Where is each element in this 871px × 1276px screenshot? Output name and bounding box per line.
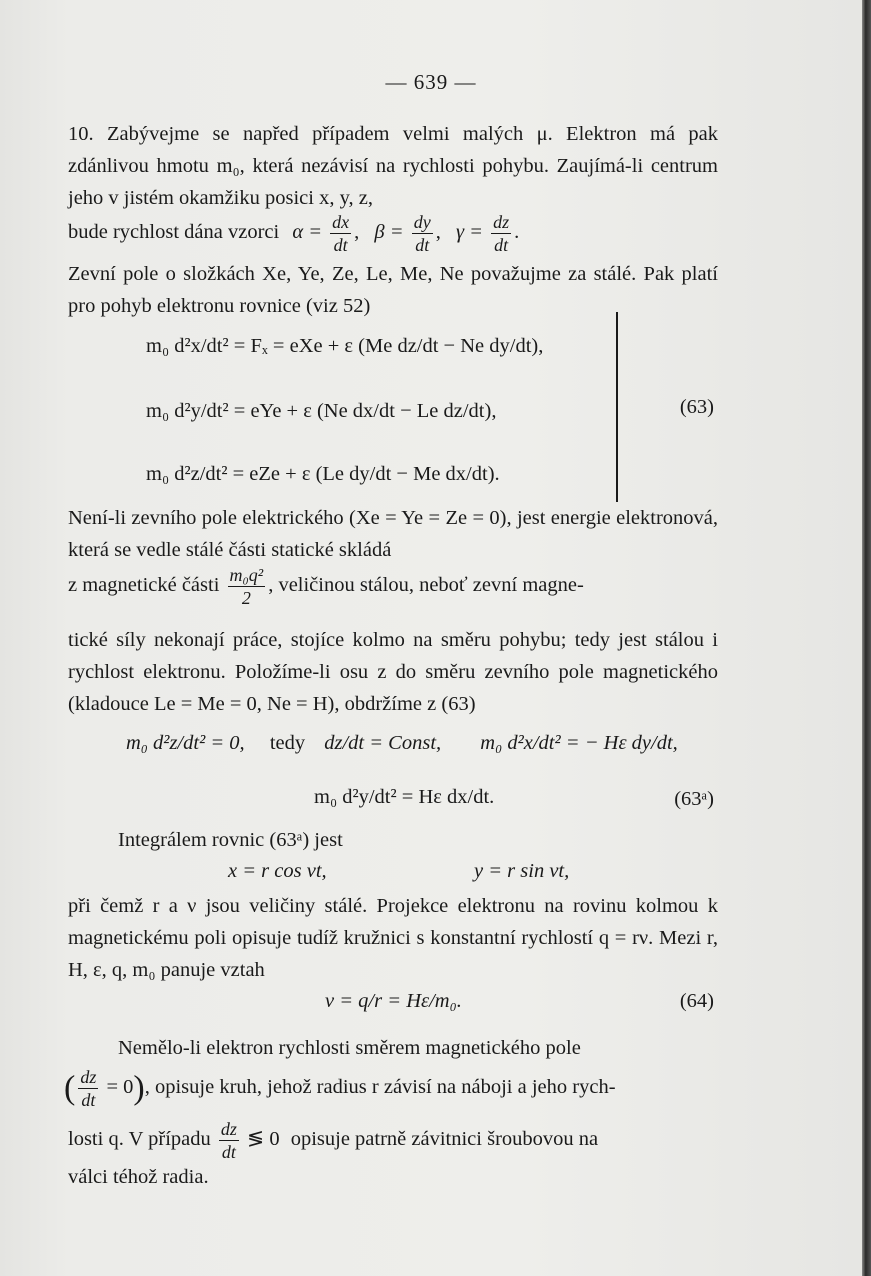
paragraph-intro: 10. Zabývejme se napřed případem velmi malých μ. Elektron má pak zdánlivou hmotu m₀, která nezávisí na rychlosti pohybu. Zaujímá-li centrum jeho v jistém okamžiku posici x, y, z, xyxy=(68,123,718,209)
equation-63a-2: m₀ d²y/dt² = Hε dx/dt. xyxy=(314,786,495,808)
equation-63-3: m₀ d²z/dt² = eZe + ε (Le dy/dt − Me dx/dt). xyxy=(146,463,500,485)
gamma-eq: γ = xyxy=(455,221,484,244)
equation-label-63a: (63ᵃ) xyxy=(674,788,714,810)
paragraph-energy: Není-li zevního pole elektrického (Xe = Ye = Ze = 0), jest energie elektronová, která se vedle stálé části statické skládá xyxy=(68,507,718,561)
velocity-text: bude rychlost dána vzorci xyxy=(68,221,280,244)
frac-dy-dt: $\frac{dy}{dt}$ xyxy=(413,212,431,255)
helix-line: losti q. V případu $\frac{dz}{dt}$ ≶ 0 opisuje patrně závitnici šroubovou na xyxy=(68,1119,599,1162)
beta-eq: β = xyxy=(374,221,404,244)
last-line: válci téhož radia. xyxy=(68,1166,209,1188)
equation-63-1: m₀ d²x/dt² = Fₓ = eXe + ε (Me dz/dt − Ne dy/dt), xyxy=(146,335,544,357)
page-number: — 639 — xyxy=(385,70,477,94)
velocity-line: bude rychlost dána vzorci α = $\frac{dx}{dt}$ , β = $\frac{dy}{dt}$ , γ = $\frac{dz}{dt}$ . xyxy=(68,212,520,255)
equation-label-64: (64) xyxy=(679,990,714,1012)
equation-brace xyxy=(606,312,618,502)
integral-text: Integrálem rovnic (63ᵃ) jest xyxy=(118,829,343,851)
equation-x: x = r cos νt, xyxy=(228,860,327,882)
alpha-eq: α = xyxy=(292,221,323,244)
frac-dz-dt: $\frac{dz}{dt}$ xyxy=(493,212,510,255)
equation-63-2: m₀ d²y/dt² = eYe + ε (Ne dx/dt − Le dz/dt), xyxy=(146,400,497,422)
frac-dx-dt: $\frac{dx}{dt}$ xyxy=(332,212,350,255)
page-edge-shadow xyxy=(862,0,871,1276)
paragraph-field: Zevní pole o složkách Xe, Ye, Ze, Le, Me, Ne považujme za stálé. Pak platí pro pohyb elektronu rovnice (viz 52) xyxy=(68,263,718,317)
equation-63a-1: m₀ d²z/dt² = 0, tedy dz/dt = Const, m₀ d²x/dt² = − Hε dy/dt, xyxy=(126,732,678,754)
magnetic-part-post: , veličinou stálou, neboť zevní magne- xyxy=(268,574,584,597)
magnetic-part-line xyxy=(68,566,718,607)
frac-m0q2-2: $\frac{\text{m₀q²}}{2}$ xyxy=(229,565,264,608)
circle-line: ( $\frac{dz}{dt}$ = 0), opisuje kruh, jehož radius r závisí na náboji a jeho rych- xyxy=(64,1067,616,1110)
frac-dz-dt-2: $\frac{dz}{dt}$ xyxy=(80,1067,97,1110)
equation-y: y = r sin νt, xyxy=(474,860,570,882)
equation-label-63: (63) xyxy=(679,396,714,418)
paragraph-no-velocity: Nemělo-li elektron rychlosti směrem magnetického pole xyxy=(118,1037,581,1059)
frac-dz-dt-3: $\frac{dz}{dt}$ xyxy=(220,1119,237,1162)
magnetic-part-text: z magnetické části xyxy=(68,574,220,597)
equation-64: ν = q/r = Hε/m₀. xyxy=(325,990,462,1012)
paragraph-forces: tické síly nekonají práce, stojíce kolmo na směru pohybu; tedy jest stálou i rychlost elektronu. Položíme-li osu z do směru zevního pole magnetického (kladouce Le = Me = 0, Ne = H), obdržíme z (63) xyxy=(68,629,718,715)
paragraph-projection: při čemž r a ν jsou veličiny stálé. Projekce elektronu na rovinu kolmou k magnetickému poli opisuje tudíž kružnici s konstantní rychlostí q = rν. Mezi r, H, ε, q, m₀ panuje vztah xyxy=(68,895,718,981)
